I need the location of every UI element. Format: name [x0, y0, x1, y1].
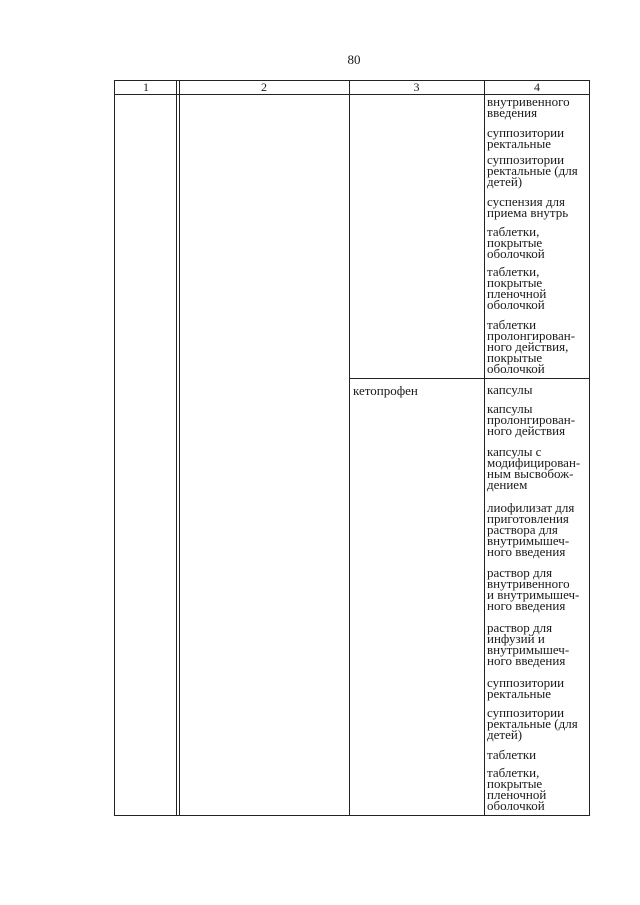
dosage-form: раствор для внутривенного и внутримышеч- ного введения — [487, 565, 580, 613]
dosage-form: таблетки — [487, 747, 537, 762]
header-col-2: 2 — [261, 80, 267, 94]
dosage-form: таблетки пролонгирован- ного действия, покрытые оболочкой — [487, 317, 576, 376]
column-divider-2-3 — [349, 81, 350, 815]
dosage-form: суппозитории ректальные — [487, 675, 565, 701]
dosage-form: капсулы с модифицирован- ным высвобож- дением — [487, 444, 581, 492]
column-divider-1-2-inner — [179, 81, 180, 815]
dosage-form: капсулы пролонгирован- ного действия — [487, 401, 576, 438]
dosage-form: внутривенного введения — [487, 94, 570, 120]
dosage-form: капсулы — [487, 382, 533, 397]
drug-name-ketoprofen: кетопрофен — [353, 383, 418, 398]
dosage-form: суппозитории ректальные (для детей) — [487, 705, 578, 742]
column-divider-3-4 — [484, 81, 485, 815]
dosage-form: лиофилизат для приготовления раствора для внутримышеч- ного введения — [487, 500, 575, 559]
dosage-form: таблетки, покрытые пленочной оболочкой — [487, 264, 547, 312]
dosage-form: суппозитории ректальные (для детей) — [487, 152, 578, 189]
column-divider-1-2 — [176, 81, 177, 815]
table-header-row — [115, 81, 589, 95]
dosage-form: суспензия для приема внутрь — [487, 194, 569, 220]
dosage-form: раствор для инфузий и внутримышеч- ного введения — [487, 620, 570, 668]
row-divider — [349, 378, 589, 379]
dosage-form: таблетки, покрытые оболочкой — [487, 224, 545, 261]
header-col-3: 3 — [413, 80, 420, 94]
page-number: 80 — [347, 52, 361, 67]
dosage-form: таблетки, покрытые пленочной оболочкой — [487, 765, 547, 813]
dosage-form: суппозитории ректальные — [487, 125, 565, 151]
drug-table — [114, 80, 590, 816]
header-col-1: 1 — [143, 80, 149, 94]
header-col-4: 4 — [534, 80, 540, 94]
